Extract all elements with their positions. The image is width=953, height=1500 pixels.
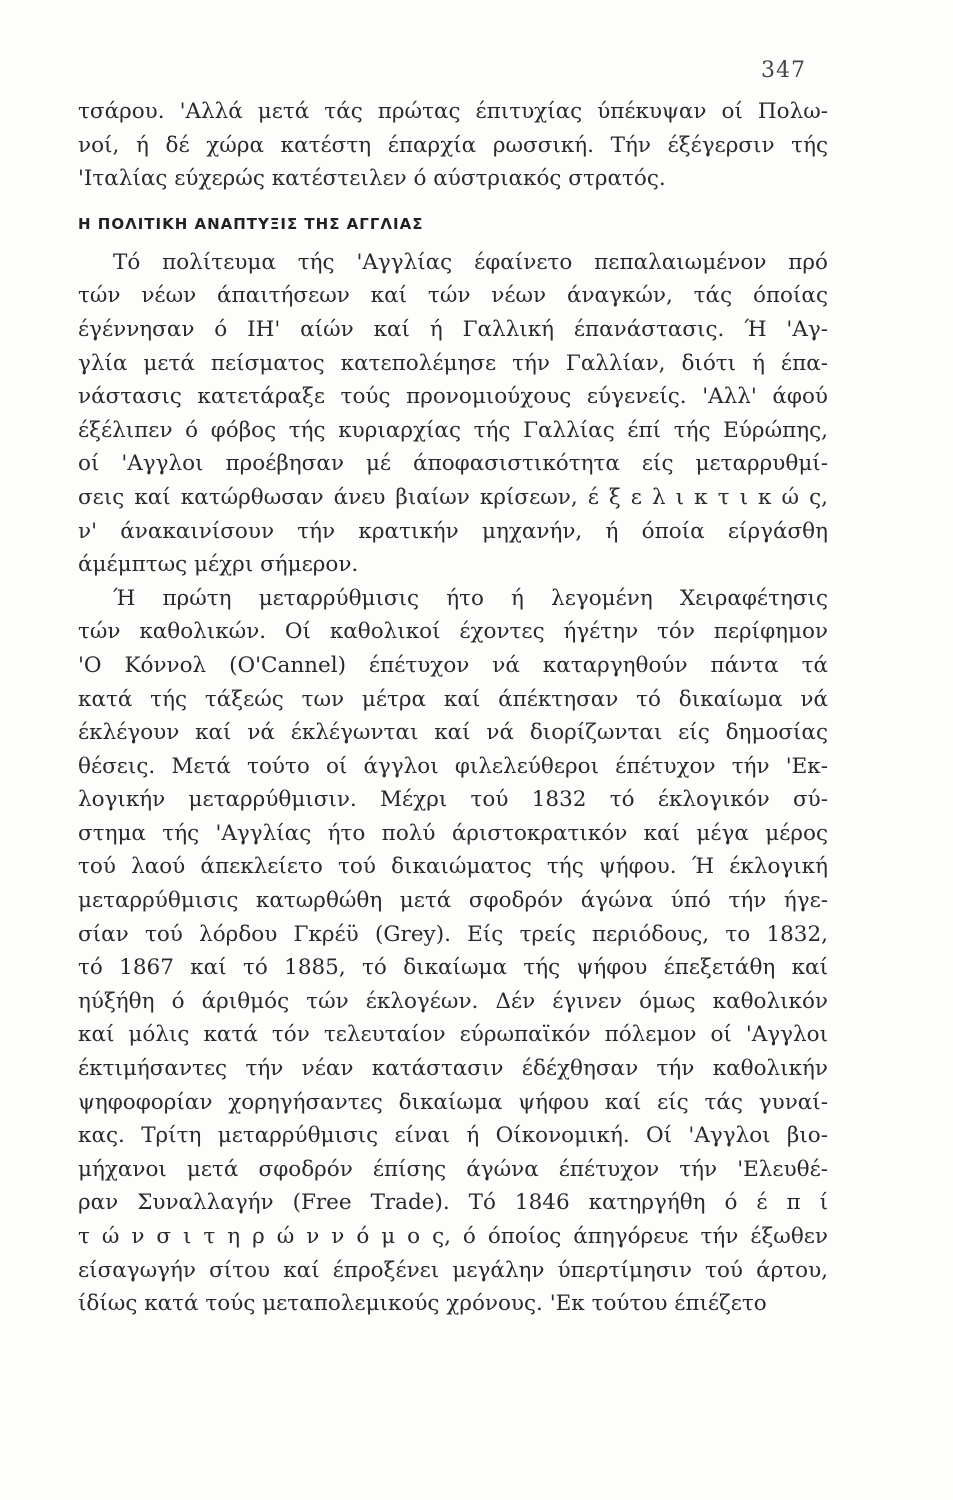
text-line: μεταρρύθμισις κατωρθώθη μετά σφοδρόν άγώνα ύπό τήν ήγε- xyxy=(78,888,828,914)
text-line: ηύξήθη ό άριθμός τών έκλογέων. Δέν έγινεν όμως καθολικόν xyxy=(78,988,828,1014)
text-line: έξέλιπεν ό φόβος τής κυριαρχίας τής Γαλλίας έπί τής Εύρώπης, xyxy=(78,417,828,443)
paragraph-reforms xyxy=(78,582,828,1321)
text-line: καί μόλις κατά τόν τελευταίον εύρωπαϊκόν πόλεμον οί 'Αγγλοι xyxy=(78,1022,828,1048)
text-line: τσάρου. 'Αλλά μετά τάς πρώτας έπιτυχίας ύπέκυψαν οί Πολω- xyxy=(78,99,828,124)
text-line: λογικήν μεταρρύθμισιν. Μέχρι τού 1832 τό έκλογικόν σύ- xyxy=(78,787,828,813)
text-line: έκλέγουν καί νά έκλέγωνται καί νά διορίζωνται είς δημοσίας xyxy=(78,720,828,746)
text-line: κατά τής τάξεώς των μέτρα καί άπέκτησαν τό δικαίωμα νά xyxy=(78,686,828,712)
text-body xyxy=(78,95,828,1321)
text-line: σίαν τού λόρδου Γκρέϋ (Grey). Είς τρείς περιόδους, το 1832, xyxy=(78,921,828,947)
text-line: ίδίως κατά τούς μεταπολεμικούς χρόνους. 'Εκ τούτου έπιέζετο xyxy=(78,1291,767,1317)
text-line: κας. Τρίτη μεταρρύθμισις είναι ή Οίκονομική. Οί 'Αγγλοι βιο- xyxy=(78,1123,828,1149)
paragraph-intro xyxy=(78,95,828,196)
text-line: ψηφοφορίαν χορηγήσαντες δικαίωμα ψήφου καί είς τάς γυναί- xyxy=(78,1089,828,1115)
text-line: ραν Συναλλαγήν (Free Trade). Τό 1846 κατηργήθη ό έ π ί xyxy=(78,1190,828,1216)
text-line: νοί, ή δέ χώρα κατέστη έπαρχία ρωσσική. Τήν έξέγερσιν τής xyxy=(78,132,828,158)
text-line: οί 'Αγγλοι προέβησαν μέ άποφασιστικότητα είς μεταρρυθμί- xyxy=(78,451,828,477)
text-line: θέσεις. Μετά τούτο οί άγγλοι φιλελεύθεροι έπέτυχον τήν 'Εκ- xyxy=(78,753,828,779)
text-line: ν' άνακαινίσουν τήν κρατικήν μηχανήν, ή όποία είργάσθη xyxy=(78,518,828,544)
section-heading: Η ΠΟΛΙΤΙΚΗ ΑΝΑΠΤΥΞΙΣ ΤΗΣ ΑΓΓΛΙΑΣ xyxy=(78,214,424,233)
text-line: τ ώ ν σ ι τ η ρ ώ ν ν ό μ ο ς, ό όποίος άπηγόρευε τήν έξωθεν xyxy=(78,1224,828,1249)
text-line: έγέννησαν ό ΙΗ' αίών καί ή Γαλλική έπανάστασις. Ή 'Αγ- xyxy=(78,316,828,342)
page-number: 347 xyxy=(761,58,806,83)
text-line: 'Ο Κόννολ (O'Cannel) έπέτυχον νά καταργηθούν πάντα τά xyxy=(78,652,828,678)
text-line: Τό πολίτευμα τής 'Αγγλίας έφαίνετο πεπαλαιωμένον πρό xyxy=(113,249,828,275)
paragraph-political-development xyxy=(78,246,828,582)
text-line: στημα τής 'Αγγλίας ήτο πολύ άριστοκρατικόν καί μέγα μέρος xyxy=(78,820,828,846)
text-line: μήχανοι μετά σφοδρόν έπίσης άγώνα έπέτυχον τήν 'Ελευθέ- xyxy=(78,1156,828,1182)
text-line: τών καθολικών. Οί καθολικοί έχοντες ήγέτην τόν περίφημον xyxy=(78,619,828,645)
text-line: σεις καί κατώρθωσαν άνευ βιαίων κρίσεων, έ ξ ε λ ι κ τ ι κ ώ ς, xyxy=(78,484,828,510)
text-line: άμέμπτως μέχρι σήμερον. xyxy=(78,552,359,578)
text-line: τών νέων άπαιτήσεων καί τών νέων άναγκών, τάς όποίας xyxy=(78,283,828,309)
text-line: Ή πρώτη μεταρρύθμισις ήτο ή λεγομένη Χειραφέτησις xyxy=(113,585,828,611)
text-line: είσαγωγήν σίτου καί έπροξένει μεγάλην ύπερτίμησιν τού άρτου, xyxy=(78,1257,828,1283)
text-line: τό 1867 καί τό 1885, τό δικαίωμα τής ψήφου έπεξετάθη καί xyxy=(78,955,828,981)
text-line: γλία μετά πείσματος κατεπολέμησε τήν Γαλλίαν, διότι ή έπα- xyxy=(78,350,828,376)
text-line: έκτιμήσαντες τήν νέαν κατάστασιν έδέχθησαν τήν καθολικήν xyxy=(78,1056,828,1082)
text-line: τού λαού άπεκλείετο τού δικαιώματος τής ψήφου. Ή έκλογική xyxy=(78,854,828,880)
text-line: 'Ιταλίας εύχερώς κατέστειλεν ό αύστριακός στρατός. xyxy=(78,166,666,192)
text-line: νάστασις κατετάραξε τούς προνομιούχους εύγενείς. 'Αλλ' άφού xyxy=(78,384,828,410)
